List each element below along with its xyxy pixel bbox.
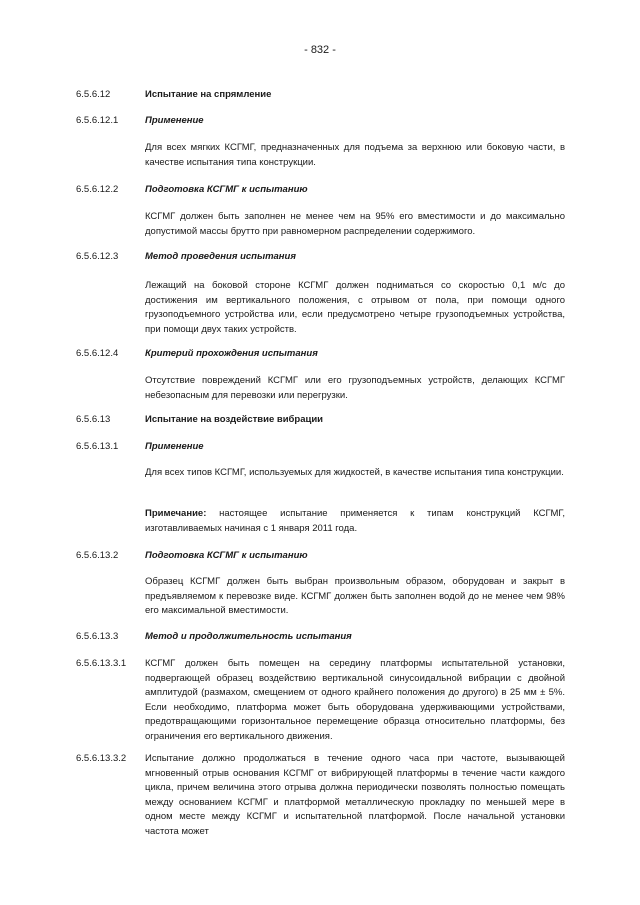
section-heading: Подготовка КСГМГ к испытанию — [145, 550, 308, 561]
paragraph: Для всех типов КСГМГ, используемых для жидкостей, в качестве испытания типа конструкции. — [145, 467, 564, 478]
note-paragraph — [145, 507, 565, 536]
paragraph: КСГМГ должен быть помещен на середину платформы испытательной установки, подвергающей образец воздействию вертикальной синусоидальной вибрации с двойной амплитудой (размахом, смещением от одного крайнего положения до другого) в 25 мм ± 5%. Если необходимо, платформа может быть оборудована удерживающими устройствами, предотвращающими горизонтальное перемещение образца относительно платформы, без ограничения его вертикального движения. — [145, 658, 565, 742]
page-number: - 832 - — [304, 44, 336, 56]
section-number: 6.5.6.13.2 — [76, 550, 119, 561]
section-heading: Метод и продолжительность испытания — [145, 631, 352, 642]
section-heading: Применение — [145, 115, 204, 126]
section-number: 6.5.6.12.1 — [76, 115, 119, 126]
section-heading: Метод проведения испытания — [145, 251, 296, 262]
section-number: 6.5.6.12 — [76, 89, 111, 100]
section-number: 6.5.6.13.1 — [76, 441, 119, 452]
paragraph: Отсутствие повреждений КСГМГ или его грузоподъемных устройств, делающих КСГМГ небезопасным для перевозки или перегрузки. — [145, 375, 565, 401]
section-heading: Применение — [145, 441, 204, 452]
section-number: 6.5.6.13 — [76, 414, 111, 425]
section-number: 6.5.6.13.3.2 — [76, 753, 127, 764]
section-heading: Испытание на спрямление — [145, 89, 272, 100]
paragraph: Лежащий на боковой стороне КСГМГ должен подниматься со скоростью 0,1 м/с до достижения им вертикального положения, с отрывом от пола, при помощи одного грузоподъемного устройства или, если предусмотрено четыре грузоподъемных устройства, при помощи двух таких устройств. — [145, 280, 565, 335]
paragraph: КСГМГ должен быть заполнен не менее чем на 95% его вместимости и до максимально допустимой массы брутто при равномерном распределении содержимого. — [145, 211, 565, 237]
section-number: 6.5.6.13.3.1 — [76, 658, 127, 669]
paragraph: Образец КСГМГ должен быть выбран произвольным образом, оборудован и закрыт в предъявляемом к перевозке виде. КСГМГ должен быть заполнен водой до не менее чем 98% его максимальной вместимости. — [145, 576, 565, 616]
section-number: 6.5.6.12.2 — [76, 184, 119, 195]
paragraph: Для всех мягких КСГМГ, предназначенных для подъема за верхнюю или боковую части, в качестве испытания типа конструкции. — [145, 142, 565, 168]
section-heading: Критерий прохождения испытания — [145, 348, 318, 359]
paragraph: Испытание должно продолжаться в течение одного часа при частоте, вызывающей мгновенный отрыв основания КСГМГ от вибрирующей платформы в течение части каждого цикла, причем величина этого отрыва должна периодически позволять полностью помещать между основанием КСГМГ и платформой металлическую прокладку по меньшей мере в одном месте между КСГМГ и испытательной платформой. После начальной установки частота может — [145, 753, 565, 837]
section-number: 6.5.6.12.3 — [76, 251, 119, 262]
section-heading: Испытание на воздействие вибрации — [145, 414, 324, 425]
section-number: 6.5.6.13.3 — [76, 631, 119, 642]
section-heading: Подготовка КСГМГ к испытанию — [145, 184, 308, 195]
section-number: 6.5.6.12.4 — [76, 348, 119, 359]
note-label: Примечание: — [145, 508, 207, 519]
note-text: настоящее испытание применяется к типам конструкций КСГМГ, изготавливаемых начиная с 1 января 2011 года. — [145, 508, 565, 534]
